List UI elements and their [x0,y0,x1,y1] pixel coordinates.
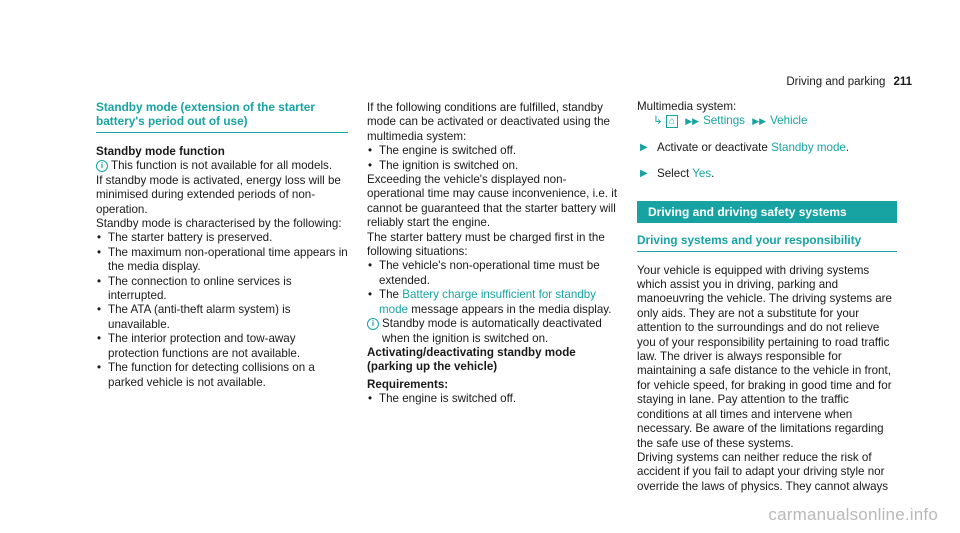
availability-note [96,159,348,173]
requirements-list [367,392,623,406]
section-title: Driving and parking [786,76,886,88]
section-banner: Driving and driving safety systems [637,201,897,223]
list-item: • The ignition is switched on. [367,159,623,173]
availability-note-text: This function is not available for all models. [111,159,333,173]
list-item: • The maximum non-operational time appears in the media display. [96,246,348,275]
column-2 [367,101,623,407]
list-item: • The starter battery is preserved. [96,231,348,245]
watermark: carmanualsonline.info [768,505,938,524]
auto-deactivate-note-text: Standby mode is automatically deactivated when the ignition is switched on. [382,317,602,345]
info-icon: i [367,318,379,330]
step-text: . [711,167,715,181]
activating-heading: Activating/deactivating standby mode (parking up the vehicle) [367,345,576,374]
column-3 [637,100,897,494]
home-icon: ⌂ [666,115,678,128]
standby-para-2: Standby mode is characterised by the following: [96,217,342,231]
responsibility-para-1: Your vehicle is equipped with driving systems which assist you in driving, parking and manoeuvring the vehicle. The driving systems are only aids. They are not a substitute for your attention to the surroundings and do not relieve you of your responsibility pertaining to road traffic law. The driver is always responsible for maintaining a safe distance to the vehicle in front, for vehicle speed, for braking in good time and for staying in lane. Pay attention to the traffic conditions at all times and intervene when necessary. Be aware of the limitations regarding the safe use of these systems. [637,263,892,450]
conditions-list [367,144,623,173]
menu-path [637,114,897,128]
list-item-text: message appears in the media display. [411,302,612,316]
standby-mode-link: Standby mode [771,140,846,154]
list-item: • The interior protection and tow-away protection functions are not available. [96,332,348,361]
path-separator-icon: ▶▶ [752,116,767,127]
list-item-text: The [379,288,399,302]
step-arrow-icon: ▶ [640,141,648,153]
list-item [367,288,623,317]
conditions-para: If the following conditions are fulfilled, standby mode can be activated or deactivated using the multimedia system: [367,101,610,143]
standby-heading: Standby mode (extension of the starter battery's period out of use) [96,100,348,133]
list-item: • The function for detecting collisions on a parked vehicle is not available. [96,361,348,390]
step-text: Activate or deactivate [657,140,768,154]
multimedia-label: Multimedia system: [637,100,737,113]
path-settings: Settings [703,114,745,128]
standby-function-subheading: Standby mode function [96,145,225,158]
step-text: . [845,140,850,154]
list-item: • The vehicle's non-operational time must be extended. [367,259,623,288]
standby-para-1: If standby mode is activated, energy loss will be minimised during extended periods of non-operation. [96,173,341,216]
list-item: • The ATA (anti-theft alarm system) is unavailable. [96,303,348,332]
list-item: • The engine is switched off. [367,144,623,158]
step-arrow-icon: ▶ [640,168,648,180]
info-icon: i [96,160,108,172]
standby-characteristics-list [96,231,348,389]
step-text: Select [657,167,690,181]
path-separator-icon: ▶▶ [685,116,700,127]
charge-situations-list [367,259,623,317]
column-1 [96,100,348,390]
page-header [786,76,912,88]
list-item: • The engine is switched off. [367,392,623,406]
battery-message-link: Battery charge insufficient for standby mode [379,288,596,316]
auto-deactivate-note [367,317,623,346]
path-arrow-icon: ↳ [653,114,663,128]
charge-first-para: The starter battery must be charged first in the following situations: [367,230,605,259]
page-number: 211 [893,76,912,88]
list-item: • The connection to online services is interrupted. [96,275,348,304]
exceeding-para: Exceeding the vehicle's displayed non-operational time may cause inconvenience, i.e. it cannot be guaranteed that the starter battery will reliably start the engine. [367,173,618,230]
requirements-label: Requirements: [367,377,449,391]
yes-link: Yes [692,167,712,181]
path-vehicle: Vehicle [770,114,808,128]
step-activate [637,141,897,155]
responsibility-heading: Driving systems and your responsibility [637,233,897,252]
step-select [637,167,897,181]
responsibility-para-2: Driving systems can neither reduce the risk of accident if you fail to adapt your driving style nor override the laws of physics. They cannot always [637,450,889,493]
